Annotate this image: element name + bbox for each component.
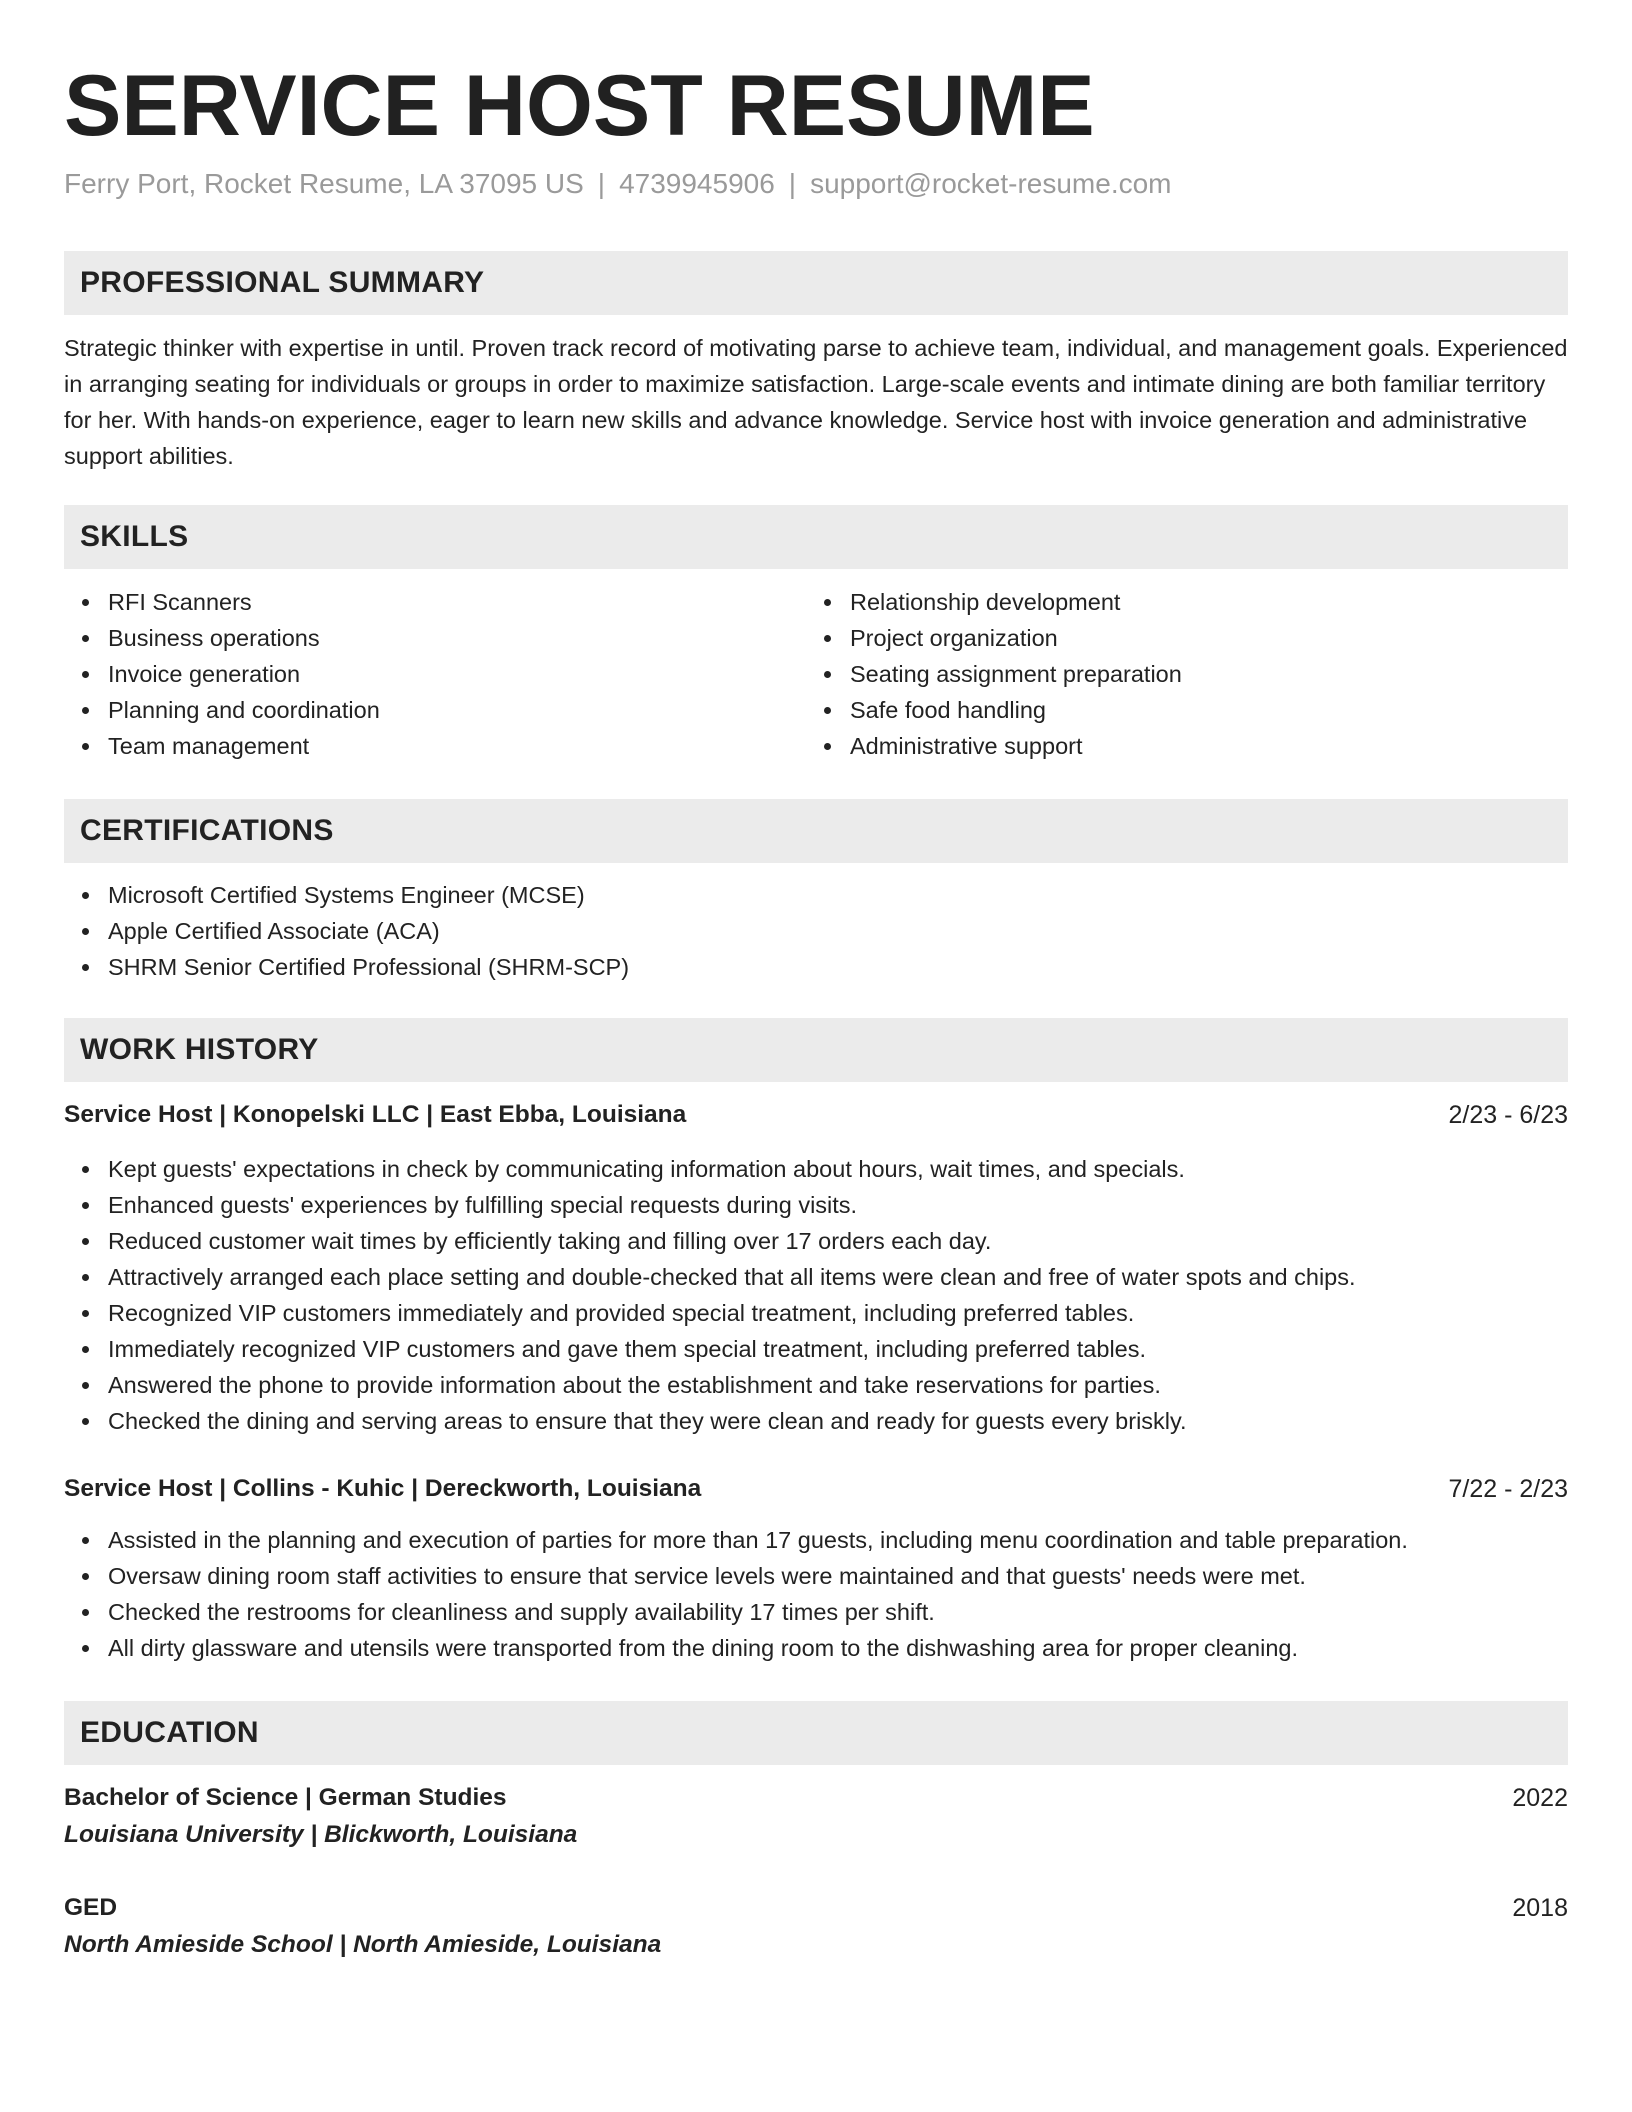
job-duty-item: Immediately recognized VIP customers and gave them special treatment, including preferred tables. bbox=[64, 1331, 1568, 1367]
job-duty-item: Recognized VIP customers immediately and provided special treatment, including preferred tables. bbox=[64, 1295, 1568, 1331]
section-title-skills: SKILLS bbox=[80, 520, 189, 553]
section-header-work-history bbox=[64, 1018, 1568, 1082]
certification-item: Apple Certified Associate (ACA) bbox=[64, 913, 1568, 949]
resume-title: SERVICE HOST RESUME bbox=[64, 58, 1095, 154]
skill-item: RFI Scanners bbox=[64, 584, 804, 620]
job-dates: 7/22 - 2/23 bbox=[1448, 1475, 1568, 1503]
skill-item: Business operations bbox=[64, 620, 804, 656]
contact-separator: | bbox=[597, 168, 606, 199]
job-duty-item: Attractively arranged each place setting and double-checked that all items were clean and free of water spots and chips. bbox=[64, 1259, 1568, 1295]
job-title: Service Host | Konopelski LLC | East Ebba, Louisiana bbox=[64, 1101, 687, 1128]
education-year: 2022 bbox=[1512, 1784, 1568, 1812]
education-school: North Amieside School | North Amieside, Louisiana bbox=[64, 1931, 662, 1958]
contact-address: Ferry Port, Rocket Resume, LA 37095 US bbox=[64, 168, 584, 199]
skill-item: Team management bbox=[64, 728, 804, 764]
contact-email: support@rocket-resume.com bbox=[810, 168, 1172, 199]
job-duty-item: Enhanced guests' experiences by fulfilling special requests during visits. bbox=[64, 1187, 1568, 1223]
section-title-summary: PROFESSIONAL SUMMARY bbox=[80, 266, 485, 299]
skill-item: Safe food handling bbox=[806, 692, 1546, 728]
certification-item: Microsoft Certified Systems Engineer (MCSE) bbox=[64, 877, 1568, 913]
section-title-education: EDUCATION bbox=[80, 1716, 259, 1749]
education-entry-header bbox=[64, 1890, 1568, 1926]
section-title-work-history: WORK HISTORY bbox=[80, 1033, 319, 1066]
certification-item: SHRM Senior Certified Professional (SHRM-SCP) bbox=[64, 949, 1568, 985]
certifications-list bbox=[64, 877, 1568, 985]
job-header bbox=[64, 1097, 1568, 1133]
job-duty-item: Kept guests' expectations in check by communicating information about hours, wait times, and specials. bbox=[64, 1151, 1568, 1187]
section-header-summary bbox=[64, 251, 1568, 315]
skill-item: Planning and coordination bbox=[64, 692, 804, 728]
job-dates: 2/23 - 6/23 bbox=[1448, 1101, 1568, 1129]
contact-separator: | bbox=[788, 168, 797, 199]
section-header-certifications bbox=[64, 799, 1568, 863]
contact-phone: 4739945906 bbox=[619, 168, 775, 199]
education-year: 2018 bbox=[1512, 1894, 1568, 1922]
skill-item: Seating assignment preparation bbox=[806, 656, 1546, 692]
job-header bbox=[64, 1471, 1568, 1507]
education-degree: Bachelor of Science | German Studies bbox=[64, 1784, 507, 1811]
education-school: Louisiana University | Blickworth, Louisiana bbox=[64, 1821, 578, 1848]
job-duty-item: Checked the restrooms for cleanliness and supply availability 17 times per shift. bbox=[64, 1594, 1568, 1630]
job-duties-list bbox=[64, 1151, 1568, 1439]
skill-item: Invoice generation bbox=[64, 656, 804, 692]
job-duties-list bbox=[64, 1522, 1568, 1666]
section-header-skills bbox=[64, 505, 1568, 569]
skills-list-left bbox=[64, 584, 804, 764]
education-entry-header bbox=[64, 1780, 1568, 1816]
job-duty-item: Reduced customer wait times by efficiently taking and filling over 17 orders each day. bbox=[64, 1223, 1568, 1259]
section-title-certifications: CERTIFICATIONS bbox=[80, 814, 334, 847]
skills-list-right bbox=[806, 584, 1546, 764]
section-header-education bbox=[64, 1701, 1568, 1765]
skill-item: Project organization bbox=[806, 620, 1546, 656]
contact-line bbox=[64, 166, 1172, 202]
job-duty-item: Answered the phone to provide information about the establishment and take reservations for parties. bbox=[64, 1367, 1568, 1403]
job-duty-item: Oversaw dining room staff activities to ensure that service levels were maintained and that guests' needs were met. bbox=[64, 1558, 1568, 1594]
summary-text: Strategic thinker with expertise in until. Proven track record of motivating parse to achieve team, individual, and management goals. Experienced in arranging seating for individuals or groups in order to maximize satisfaction. Large-scale events and intimate dining are both familiar territory for her. With hands-on experience, eager to learn new skills and advance knowledge. Service host with invoice generation and administrative support abilities. bbox=[64, 335, 1568, 469]
job-duty-item: Checked the dining and serving areas to ensure that they were clean and ready for guests every briskly. bbox=[64, 1403, 1568, 1439]
skill-item: Relationship development bbox=[806, 584, 1546, 620]
job-duty-item: All dirty glassware and utensils were transported from the dining room to the dishwashing area for proper cleaning. bbox=[64, 1630, 1568, 1666]
skill-item: Administrative support bbox=[806, 728, 1546, 764]
job-title: Service Host | Collins - Kuhic | Dereckworth, Louisiana bbox=[64, 1475, 702, 1502]
education-degree: GED bbox=[64, 1894, 118, 1921]
job-duty-item: Assisted in the planning and execution of parties for more than 17 guests, including menu coordination and table preparation. bbox=[64, 1522, 1568, 1558]
